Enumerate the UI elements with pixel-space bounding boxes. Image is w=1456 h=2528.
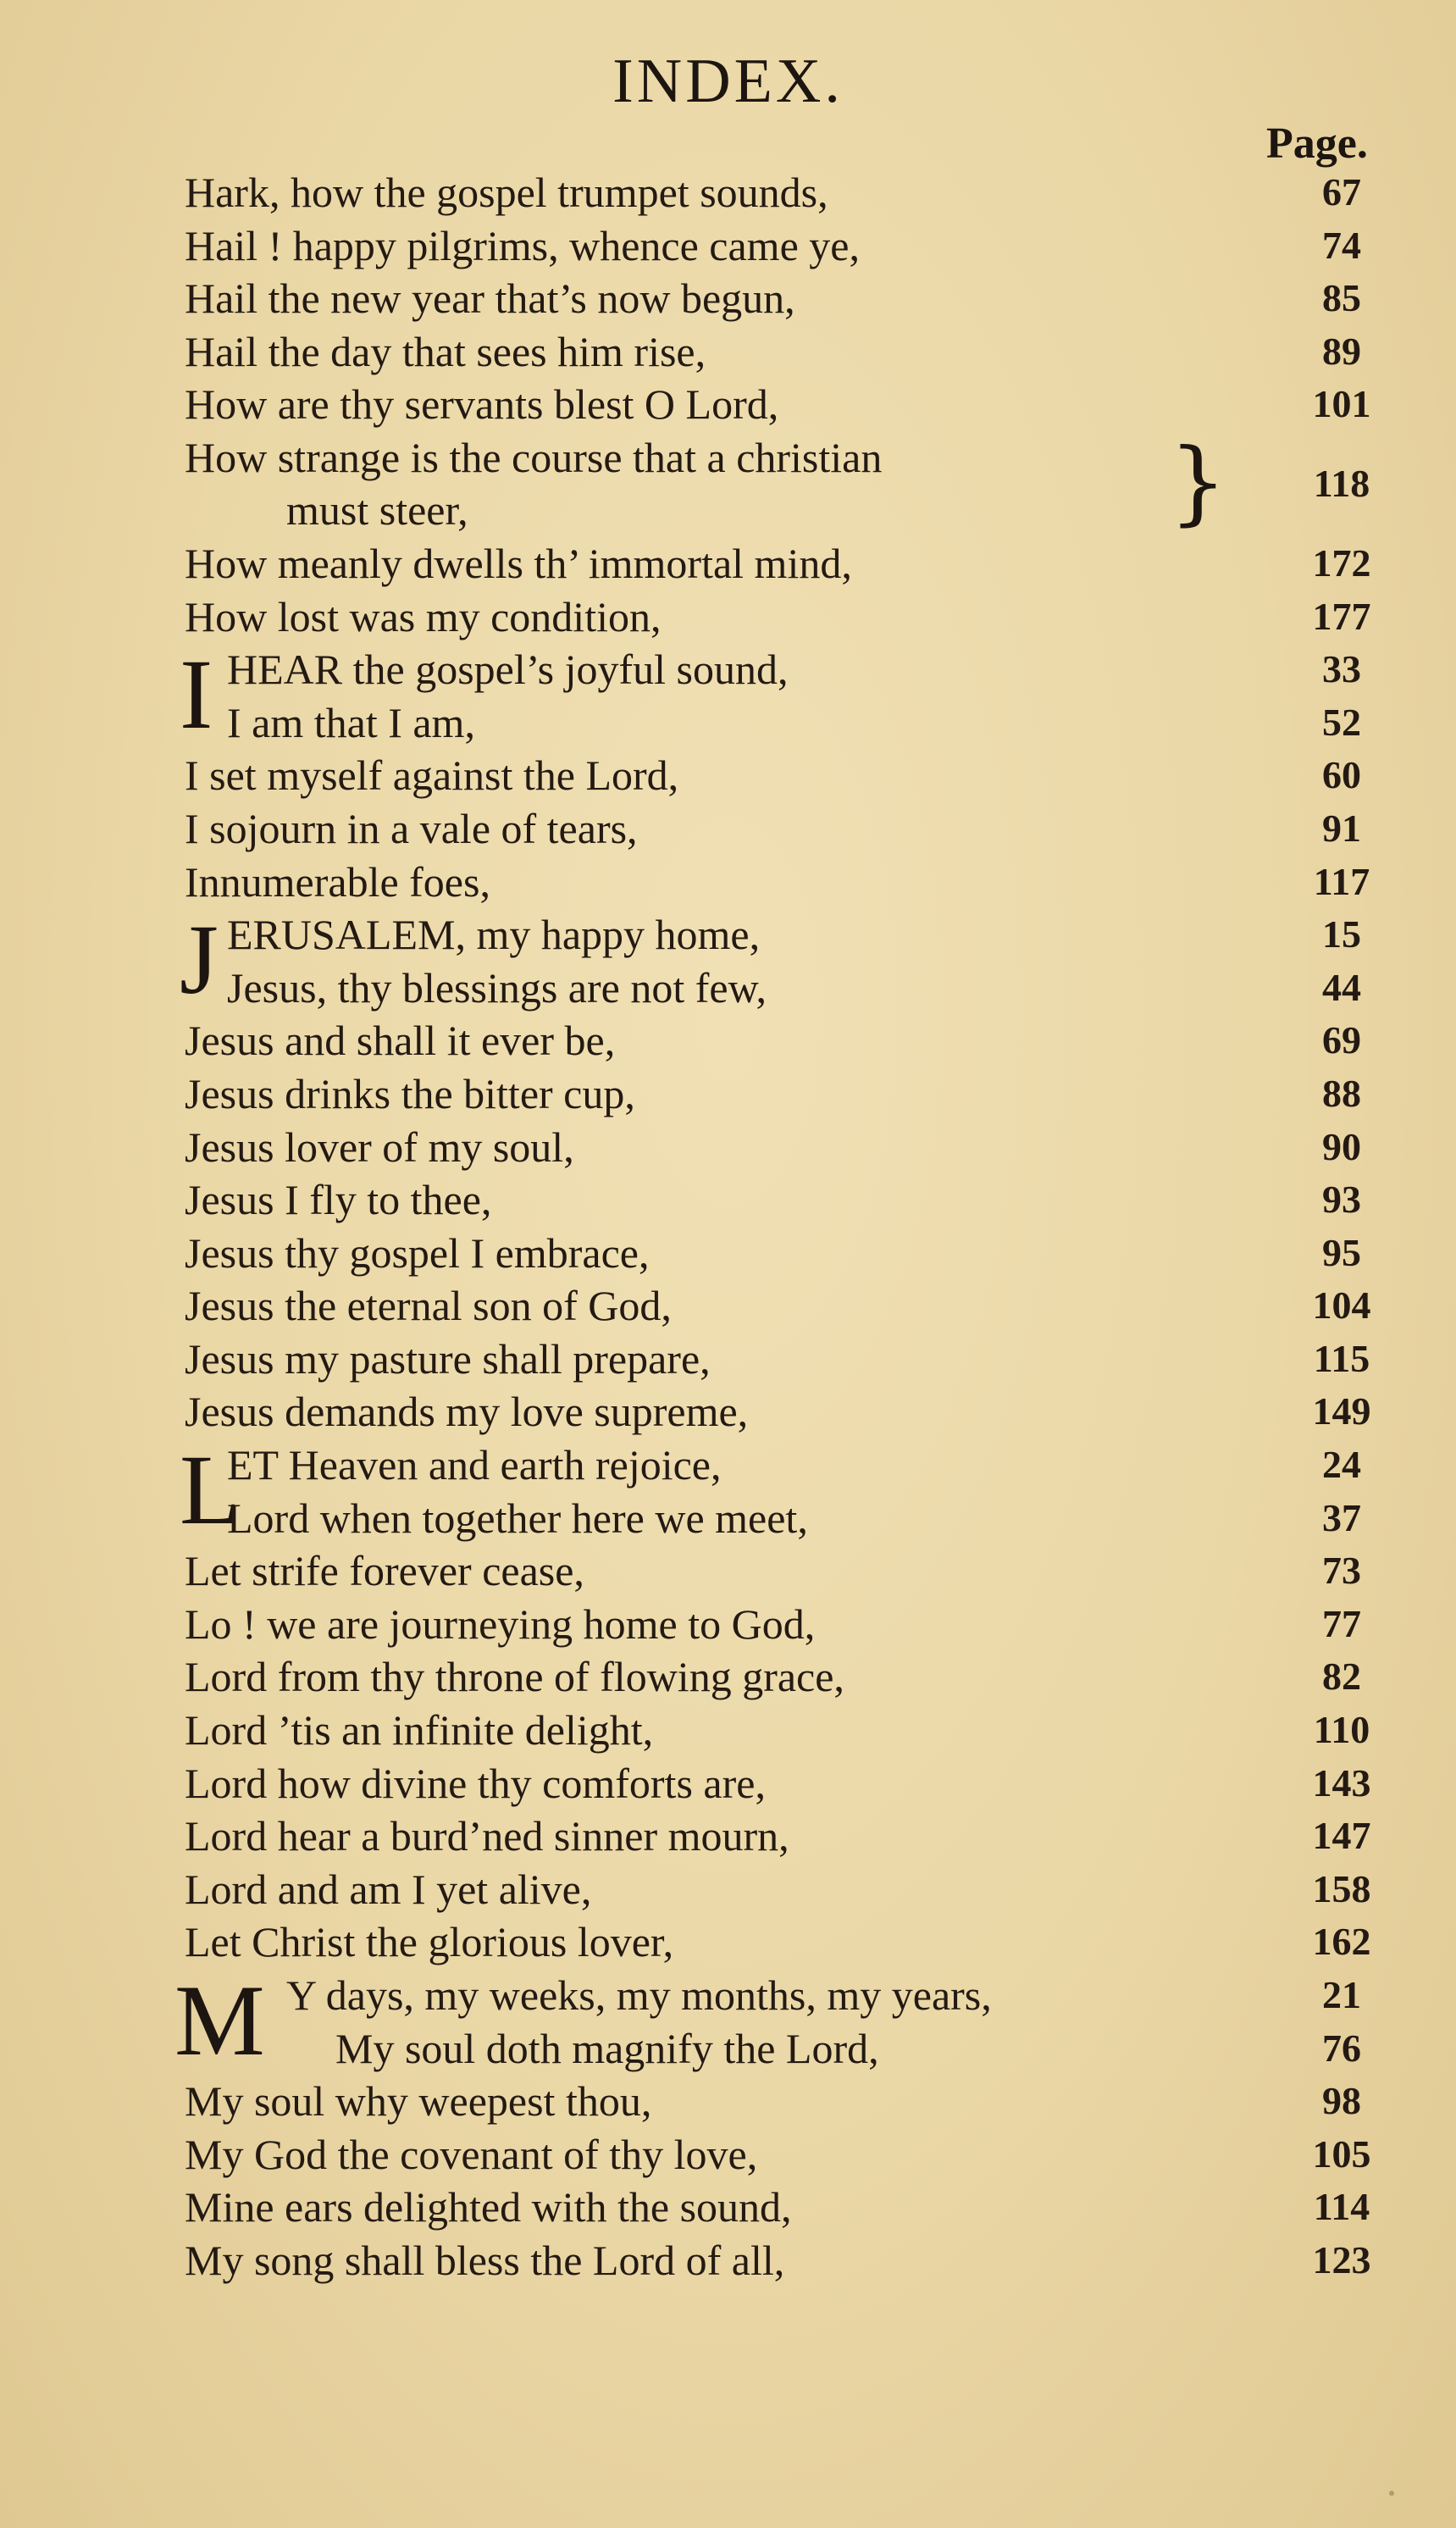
entry-page: 73 <box>1322 1549 1361 1593</box>
index-entry <box>0 749 1456 802</box>
entry-page: 21 <box>1322 1973 1361 2016</box>
entry-page: 149 <box>1312 1389 1371 1433</box>
entry-title: Jesus my pasture shall prepare, <box>185 1334 711 1383</box>
entry-title: I set myself against the Lord, <box>185 751 679 800</box>
index-entry <box>0 590 1456 644</box>
drop-cap-letter: M <box>174 1964 265 2076</box>
entry-page: 60 <box>1322 753 1361 797</box>
entry-page: 44 <box>1322 965 1361 1009</box>
entry-title: Lord and am I yet alive, <box>185 1865 592 1913</box>
index-entry <box>0 1333 1456 1386</box>
entry-page: 67 <box>1322 170 1361 213</box>
entry-title: Jesus thy gospel I embrace, <box>185 1228 650 1277</box>
entry-title: Jesus lover of my soul, <box>185 1123 574 1171</box>
entry-page: 69 <box>1322 1018 1361 1062</box>
entry-title: HEAR the gospel’s joyful sound, <box>227 646 789 694</box>
index-entry <box>0 1279 1456 1333</box>
index-entry <box>0 2181 1456 2234</box>
entry-page: 123 <box>1312 2237 1371 2281</box>
index-entry <box>0 537 1456 590</box>
entry-title: ET Heaven and earth rejoice, <box>227 1441 722 1489</box>
index-entry <box>0 219 1456 273</box>
entry-page: 117 <box>1313 859 1370 903</box>
drop-cap-letter: J <box>180 904 219 1016</box>
entry-title: My soul doth magnify the Lord, <box>335 2024 879 2072</box>
index-entry <box>0 378 1456 431</box>
index-entry <box>0 1385 1456 1439</box>
index-entry <box>0 1544 1456 1598</box>
entry-title: Lord hear a burd’ned sinner mourn, <box>185 1812 789 1860</box>
entry-title: My God the covenant of thy love, <box>185 2130 758 2178</box>
entry-page: 114 <box>1313 2185 1370 2229</box>
entry-title: How lost was my condition, <box>185 592 662 640</box>
index-entry <box>0 1121 1456 1174</box>
index-entry <box>0 1492 1456 1545</box>
entry-page: 82 <box>1322 1655 1361 1699</box>
index-entry <box>0 1227 1456 1280</box>
entry-title: I am that I am, <box>227 698 475 746</box>
entry-page: 89 <box>1322 329 1361 373</box>
entry-title: My soul why weepest thou, <box>185 2077 652 2126</box>
index-entry <box>0 1598 1456 1651</box>
index-entry <box>0 1863 1456 1916</box>
brace-glyph: } <box>1169 429 1227 535</box>
entry-title: Jesus drinks the bitter cup, <box>185 1069 635 1117</box>
entry-title: I sojourn in a vale of tears, <box>185 804 638 852</box>
index-entry <box>0 2075 1456 2128</box>
entry-title: How are thy servants blest O Lord, <box>185 380 779 429</box>
page-column-label: Page. <box>1266 119 1368 168</box>
entry-page: 93 <box>1322 1178 1361 1222</box>
entry-page: 90 <box>1322 1124 1361 1168</box>
index-entry <box>0 962 1456 1015</box>
index-entry <box>0 856 1456 909</box>
entry-title: Hark, how the gospel trumpet sounds, <box>185 169 828 216</box>
index-entry <box>0 1650 1456 1704</box>
entry-page: 77 <box>1322 1601 1361 1645</box>
index-entry <box>0 1915 1456 1969</box>
drop-cap-letter: L <box>180 1434 241 1546</box>
entry-page: 74 <box>1322 223 1361 267</box>
index-entry <box>0 1014 1456 1067</box>
entry-title: Y days, my weeks, my months, my years, <box>286 1971 992 2019</box>
entry-page: 85 <box>1322 276 1361 320</box>
entry-page: 52 <box>1322 700 1361 744</box>
index-entry <box>0 2022 1456 2076</box>
entry-title: Lo ! we are journeying home to God, <box>185 1599 816 1648</box>
index-list <box>0 166 1456 2287</box>
entry-title: My song shall bless the Lord of all, <box>185 2236 785 2284</box>
entry-page: 15 <box>1322 912 1361 956</box>
index-entry <box>0 2128 1456 2182</box>
index-title: INDEX. <box>612 47 844 116</box>
entry-page: 91 <box>1322 806 1361 850</box>
entry-page: 33 <box>1322 647 1361 691</box>
index-entry <box>0 802 1456 856</box>
entry-title: Let strife forever cease, <box>185 1547 584 1595</box>
entry-page: 98 <box>1322 2079 1361 2123</box>
entry-title: Lord how divine thy comforts are, <box>185 1759 766 1807</box>
index-entry <box>0 1173 1456 1227</box>
entry-page: 95 <box>1322 1230 1361 1274</box>
index-entry <box>0 166 1456 219</box>
entry-title: Mine ears delighted with the sound, <box>185 2183 792 2231</box>
entry-title: Innumerable foes, <box>185 857 490 906</box>
index-entry <box>0 1810 1456 1863</box>
drop-cap-letter: I <box>180 639 213 751</box>
entry-page: 172 <box>1312 541 1371 585</box>
entry-title: Let Christ the glorious lover, <box>185 1918 674 1966</box>
index-entry <box>0 272 1456 325</box>
entry-page: 147 <box>1312 1814 1371 1858</box>
entry-title-line-2: must steer, <box>286 485 468 534</box>
entry-page: 24 <box>1322 1443 1361 1487</box>
entry-title: Lord ’tis an infinite delight, <box>185 1706 654 1755</box>
index-entry <box>0 431 1456 537</box>
entry-page: 101 <box>1312 382 1371 426</box>
index-entry <box>0 696 1456 750</box>
entry-title: Jesus I fly to thee, <box>185 1176 492 1224</box>
entry-page: 76 <box>1322 2026 1361 2070</box>
index-entry <box>0 1067 1456 1121</box>
entry-title: Jesus the eternal son of God, <box>185 1282 672 1330</box>
entry-title: How meanly dwells th’ immortal mind, <box>185 539 852 587</box>
paper-speck <box>1389 2491 1394 2496</box>
entry-title: Jesus, thy blessings are not few, <box>227 963 767 1012</box>
index-entry <box>0 1704 1456 1757</box>
index-entry <box>0 1757 1456 1810</box>
entry-title: Jesus and shall it ever be, <box>185 1017 616 1065</box>
entry-title: Hail ! happy pilgrims, whence came ye, <box>185 221 860 269</box>
entry-title <box>185 431 882 536</box>
entry-page: 104 <box>1312 1283 1371 1328</box>
entry-page: 105 <box>1312 2132 1371 2176</box>
entry-title: Hail the day that sees him rise, <box>185 327 706 375</box>
index-entry <box>0 2234 1456 2287</box>
entry-page: 143 <box>1312 1760 1371 1805</box>
entry-page: 88 <box>1322 1071 1361 1115</box>
entry-page: 177 <box>1312 594 1371 638</box>
entry-page: 110 <box>1313 1708 1370 1752</box>
entry-title-line-1: How strange is the course that a christian <box>185 433 883 481</box>
entry-page: 115 <box>1313 1336 1370 1380</box>
entry-title: ERUSALEM, my happy home, <box>227 911 761 959</box>
entry-page: 162 <box>1312 1920 1371 1964</box>
entry-title: Lord when together here we meet, <box>227 1494 808 1542</box>
entry-title: Lord from thy throne of flowing grace, <box>185 1653 844 1701</box>
entry-title: Hail the new year that’s now begun, <box>185 274 795 323</box>
index-entry <box>0 325 1456 379</box>
entry-page: 158 <box>1312 1866 1371 1910</box>
entry-page: 118 <box>1313 461 1370 505</box>
entry-page: 37 <box>1322 1495 1361 1539</box>
entry-title: Jesus demands my love supreme, <box>185 1388 749 1436</box>
